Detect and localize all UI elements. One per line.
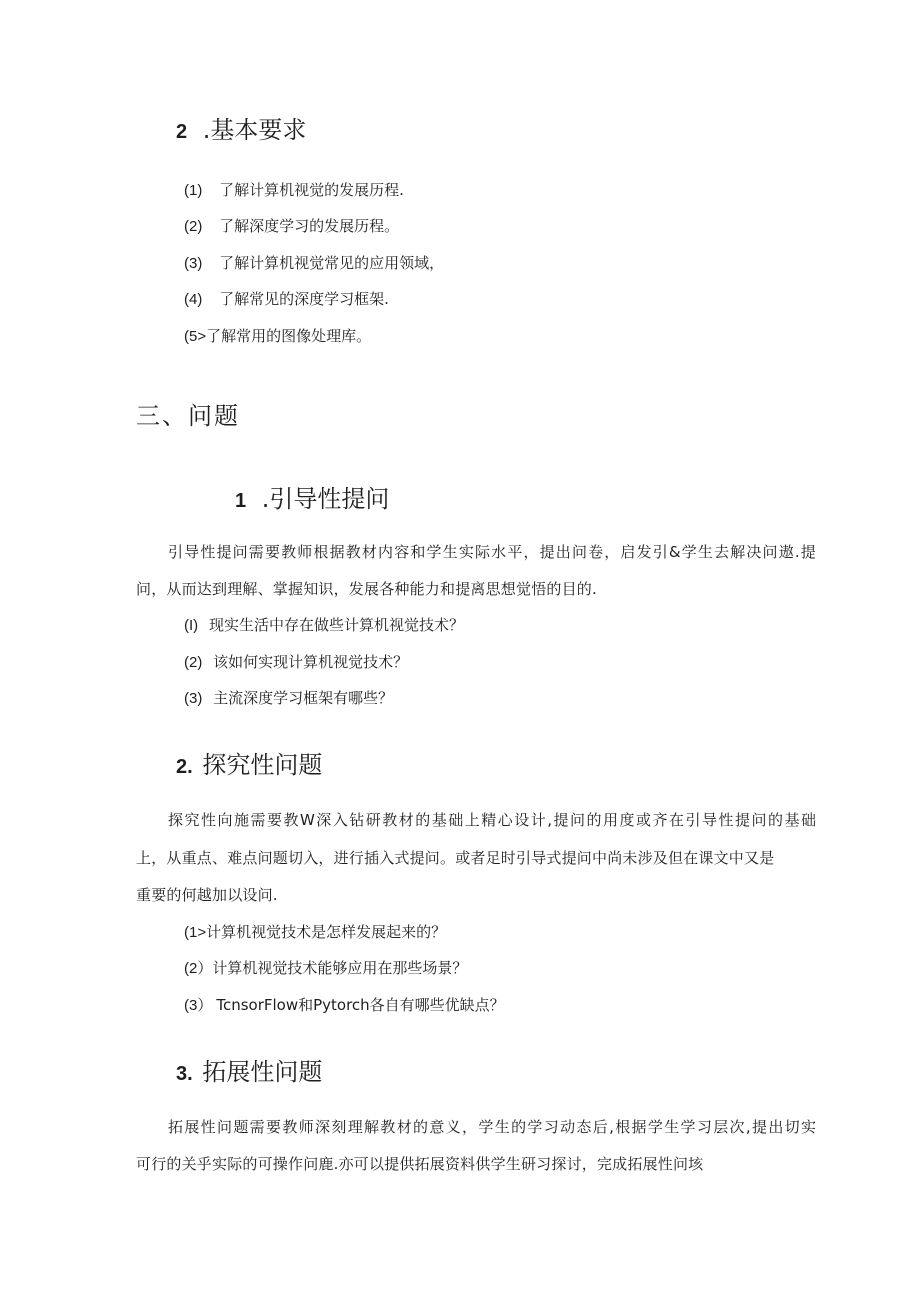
paragraph-line: 引导性提问需要教师根据教材内容和学生实际水平，提出问卷，启发引&学生去解决问遨.提	[168, 543, 816, 561]
list-text: 计算机视觉技术能够应用在那些场景？	[212, 959, 468, 977]
heading-text: .引导性提问	[261, 485, 390, 513]
list-text: 了解计算机视觉的发展历程.	[219, 181, 404, 199]
list-marker: (3)	[184, 690, 203, 707]
list-item	[184, 994, 505, 1015]
paragraph-line: 探究性向施需要教W深入钻研教材的基础上精心设计,提问的用度或齐在引导性提问的基础	[168, 811, 816, 829]
list-marker: (4)	[184, 291, 203, 308]
heading-number: 2.	[176, 756, 193, 778]
list-item	[184, 957, 467, 978]
list-marker: (5>	[184, 328, 207, 345]
heading-number: 1	[235, 490, 247, 512]
list-text: 主流深度学习框架有哪些？	[213, 689, 394, 707]
list-marker: (3)	[184, 255, 203, 272]
list-item	[184, 687, 393, 708]
list-marker: (1>	[184, 924, 207, 941]
list-item	[184, 179, 404, 200]
list-item	[184, 288, 389, 309]
list-text: TcnsorFlow和Pytorch各自有哪些优缺点？	[216, 996, 505, 1014]
list-text: 现实生活中存在做些计算机视觉技术？	[208, 616, 464, 634]
list-text: 计算机视觉技术是怎样发展起来的？	[206, 923, 447, 941]
list-marker: (2）	[184, 960, 213, 977]
paragraph-line: 上，从重点、难点问题切入，进行插入式提问。或者足时引导式提问中尚未涉及但在课文中又是	[136, 849, 775, 867]
list-item	[184, 215, 399, 236]
heading-basic-requirements	[176, 110, 306, 145]
list-marker: (2)	[184, 654, 203, 671]
list-text: 该如何实现计算机视觉技术？	[213, 653, 409, 671]
list-item	[184, 252, 444, 273]
list-marker: (I)	[184, 617, 199, 634]
section-title: 三、问题	[136, 402, 240, 430]
list-text: 了解深度学习的发展历程。	[219, 217, 400, 235]
heading-text: 探究性问题	[202, 751, 323, 779]
heading-text: .基本要求	[202, 116, 307, 144]
paragraph-line: 拓展性问题需要教师深刻理解教材的意义，学生的学习动态后,根据学生学习层次,提出切实	[168, 1118, 816, 1136]
list-item	[184, 325, 371, 346]
list-marker: (3）	[184, 997, 213, 1014]
list-item	[184, 921, 446, 942]
heading-text: 拓展性问题	[202, 1058, 323, 1086]
list-marker: (1)	[184, 182, 203, 199]
heading-exploratory-questions	[176, 745, 322, 780]
list-item	[184, 651, 408, 672]
list-marker: (2)	[184, 218, 203, 235]
list-text: 了解常见的深度学习框架.	[219, 290, 389, 308]
list-text: 了解计算机视觉常见的应用领域，	[219, 254, 445, 272]
heading-number: 2	[176, 121, 188, 143]
heading-number: 3.	[176, 1063, 193, 1085]
heading-guided-questions	[235, 479, 389, 514]
paragraph-line: 问，从而达到理解、掌握知识，发展各种能力和提离思想觉悟的目的.	[136, 580, 597, 598]
paragraph-line: 可行的关乎实际的可操作问鹿.亦可以提供拓展资料供学生研习探讨，完成拓展性问垓	[136, 1155, 704, 1173]
paragraph-line: 重要的何越加以设问.	[136, 886, 278, 904]
list-item	[184, 614, 464, 635]
heading-extension-questions	[176, 1052, 322, 1087]
list-text: 了解常用的图像处理库。	[206, 327, 372, 345]
